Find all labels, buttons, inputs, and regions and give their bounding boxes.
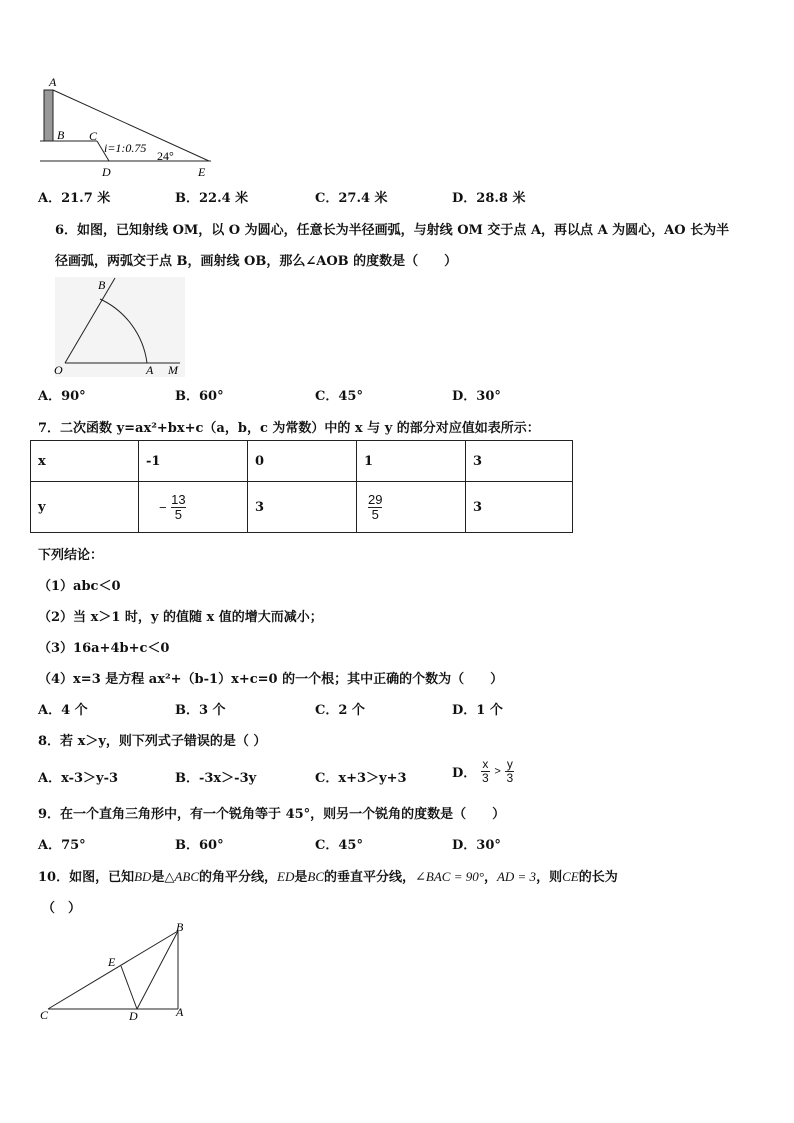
q7-option-c[interactable]: C．2 个 xyxy=(315,703,365,718)
q8-option-a[interactable]: A．x-3＞y-3 xyxy=(38,771,119,786)
q9-option-b[interactable]: B．60° xyxy=(175,838,224,853)
q6-option-b[interactable]: B．60° xyxy=(175,389,224,404)
math-CE: CE xyxy=(562,869,579,884)
fraction-y-over-3 xyxy=(505,758,514,785)
q7-option-d[interactable]: D．1 个 xyxy=(452,703,503,718)
label-A: A xyxy=(49,75,57,89)
table-cell: 3 xyxy=(248,482,357,533)
q6-option-c[interactable]: C．45° xyxy=(315,389,363,404)
table-row-y xyxy=(31,482,573,533)
q7-option-b[interactable]: B．3 个 xyxy=(175,703,226,718)
angle-label: 24° xyxy=(157,149,174,163)
numerator: y xyxy=(506,757,513,771)
q10-stem-line1 xyxy=(38,866,618,885)
q7-conclusion-4: （4）x=3 是方程 ax²+（b-1）x+c=0 的一个根；其中正确的个数为（ ） xyxy=(38,672,504,687)
q7-stem: 7．二次函数 y=ax²+bx+c（a，b，c 为常数）中的 x 与 y 的部分对应值如表所示： xyxy=(38,421,540,436)
text: 的长为 xyxy=(578,870,618,885)
table-cell xyxy=(139,482,248,533)
text: 的垂直平分线， xyxy=(324,870,416,885)
q10-figure xyxy=(36,918,196,1026)
math-ABC: ABC xyxy=(174,869,199,884)
q6-figure xyxy=(50,272,190,380)
numerator: 13 xyxy=(171,491,186,507)
slope-ratio: i=1:0.75 xyxy=(104,141,147,155)
label-A: A xyxy=(176,1005,184,1019)
table-cell: 3 xyxy=(466,482,573,533)
q9-stem: 9．在一个直角三角形中，有一个锐角等于 45°，则另一个锐角的度数是（ ） xyxy=(38,807,506,822)
text: 10．如图，已知 xyxy=(38,870,135,885)
q5-option-d[interactable]: D．28.8 米 xyxy=(452,191,526,206)
q8-option-b[interactable]: B．-3x＞-3y xyxy=(175,771,257,786)
label-E: E xyxy=(108,955,116,969)
q6-stem-line1: 6．如图，已知射线 OM，以 O 为圆心，任意长为半径画弧，与射线 OM 交于点 A，再以点 A 为圆心，AO 长为半 xyxy=(55,223,730,238)
numerator: x xyxy=(482,757,489,771)
q10-stem-line2: （ ） xyxy=(42,901,82,916)
denominator: 3 xyxy=(481,771,489,785)
q8-stem: 8．若 x＞y，则下列式子错误的是（ ） xyxy=(38,734,267,749)
q6-stem-line2: 径画弧，两弧交于点 B，画射线 OB，那么∠AOB 的度数是（ ） xyxy=(55,254,458,269)
option-d-prefix: D． xyxy=(452,766,477,781)
greater-than-sign: > xyxy=(494,765,501,778)
denominator: 5 xyxy=(371,506,379,522)
table-cell: -1 xyxy=(139,441,248,482)
label-D: D xyxy=(102,165,111,179)
q7-intro: 下列结论： xyxy=(38,548,104,563)
q8-option-d[interactable] xyxy=(452,758,514,785)
math-angle-BAC: ∠BAC = 90° xyxy=(415,869,484,884)
math-AD: AD = 3 xyxy=(496,869,537,884)
figure-shading xyxy=(55,277,185,377)
fraction-29-5 xyxy=(368,493,382,522)
q8-option-c[interactable]: C．x+3＞y+3 xyxy=(315,771,407,786)
label-B: B xyxy=(176,920,184,934)
q7-conclusion-1: （1）abc＜0 xyxy=(38,579,121,594)
q9-option-a[interactable]: A．75° xyxy=(38,838,86,853)
q7-conclusion-3: （3）16a+4b+c＜0 xyxy=(38,641,170,656)
label-D: D xyxy=(129,1009,138,1023)
q7-value-table xyxy=(30,440,573,533)
math-ED: ED xyxy=(277,869,295,884)
q9-option-d[interactable]: D．30° xyxy=(452,838,501,853)
label-E: E xyxy=(198,165,206,179)
text: ，则 xyxy=(536,870,563,885)
fraction-neg-13-5 xyxy=(171,493,185,522)
table-cell: 3 xyxy=(466,441,573,482)
label-C: C xyxy=(40,1008,49,1022)
label-C: C xyxy=(89,129,98,143)
text: 是 xyxy=(294,870,308,885)
q5-option-c[interactable]: C．27.4 米 xyxy=(315,191,388,206)
label-B: B xyxy=(57,128,65,142)
fraction-x-over-3 xyxy=(481,758,490,785)
text: 是△ xyxy=(151,870,175,885)
denominator: 5 xyxy=(174,506,182,522)
label-O: O xyxy=(54,363,63,377)
table-cell: y xyxy=(31,482,139,533)
q5-figure xyxy=(35,72,220,180)
table-cell: 1 xyxy=(357,441,466,482)
q6-option-a[interactable]: A．90° xyxy=(38,389,86,404)
q5-option-b[interactable]: B．22.4 米 xyxy=(175,191,249,206)
q6-option-d[interactable]: D．30° xyxy=(452,389,501,404)
q5-option-a[interactable]: A．21.7 米 xyxy=(38,191,111,206)
math-BD: BD xyxy=(134,869,152,884)
math-BC: BC xyxy=(307,869,324,884)
text: ， xyxy=(483,870,497,885)
q9-option-c[interactable]: C．45° xyxy=(315,838,363,853)
table-cell: 0 xyxy=(248,441,357,482)
denominator: 3 xyxy=(506,771,514,785)
segment-DB xyxy=(137,931,178,1009)
table-row-x xyxy=(31,441,573,482)
q7-option-a[interactable]: A．4 个 xyxy=(38,703,88,718)
text: 的角平分线， xyxy=(199,870,278,885)
segment-CB xyxy=(48,931,178,1009)
numerator: 29 xyxy=(368,491,383,507)
neg-sign: − xyxy=(159,499,167,515)
q7-conclusion-2: （2）当 x＞1 时，y 的值随 x 值的增大而减小； xyxy=(38,610,323,625)
label-M: M xyxy=(168,363,178,377)
table-cell xyxy=(357,482,466,533)
building-wall xyxy=(44,90,53,141)
table-cell: x xyxy=(31,441,139,482)
segment-ED xyxy=(121,966,137,1009)
label-B: B xyxy=(98,278,106,292)
label-A: A xyxy=(146,363,154,377)
